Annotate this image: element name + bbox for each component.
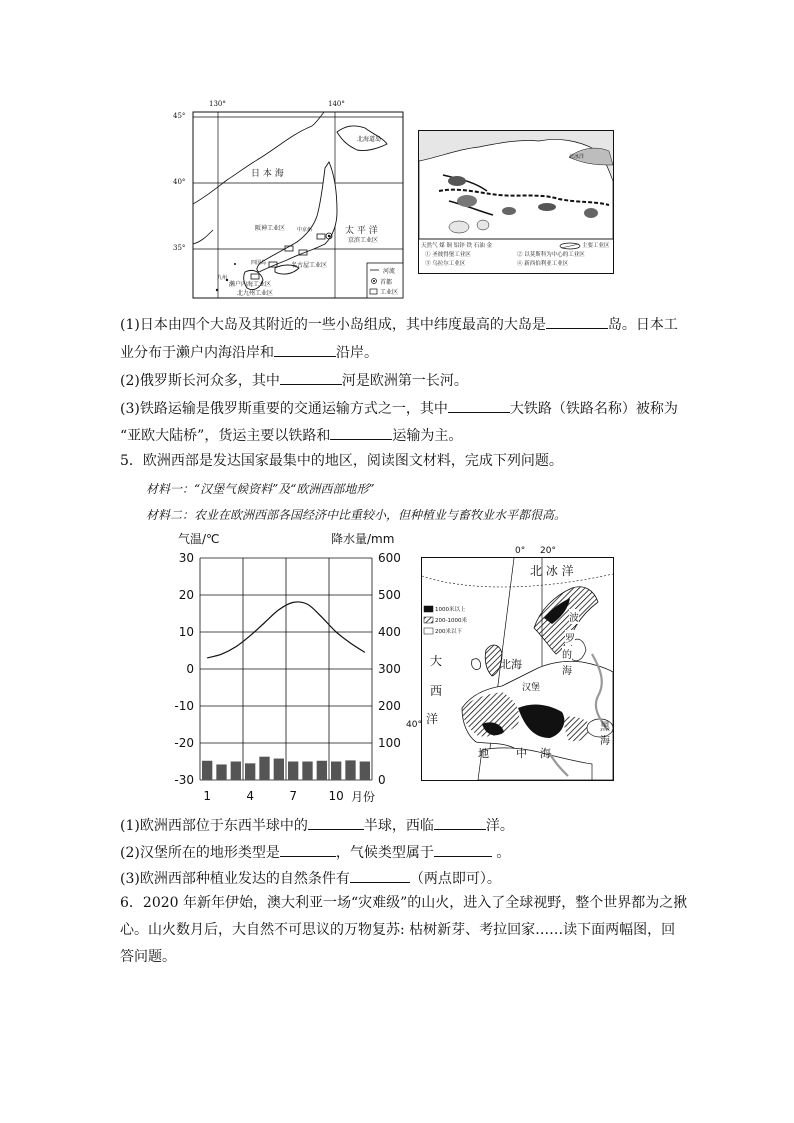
kyushu-label: 九州 [217, 275, 228, 281]
q5-sub1: (1)欧洲西部位于东西半球中的 半球，西临 洋。 [120, 814, 514, 836]
europe-lon-0: 0° [515, 546, 526, 556]
legend-industry: 工业区 [380, 289, 399, 296]
q5-sub3: (3)欧洲西部种植业发达的自然条件有 （两点即可）。 [120, 867, 501, 889]
med-3: 海 [540, 747, 551, 760]
med-1: 地 [478, 747, 489, 760]
precip-bar [231, 762, 241, 781]
precip-bar [331, 762, 341, 781]
answer-blank[interactable] [280, 841, 336, 857]
right-tick-label: 600 [378, 551, 401, 565]
kitakyushu-label: 北九州工业区 [237, 290, 274, 297]
q5-sub2: (2)汉堡所在的地形类型是 ，气候类型属于 。 [120, 841, 510, 863]
europe-map [406, 546, 614, 781]
x-tick-label: 1 [203, 789, 211, 803]
precip-bar [216, 764, 226, 780]
nagoya-label: 名古屋工业区 [291, 262, 328, 269]
x-tick-label: 7 [289, 789, 297, 803]
baltic-3: 的 [562, 646, 572, 661]
left-tick-label: -30 [174, 773, 194, 787]
q4-line4: (3)铁路运输是俄罗斯重要的交通运输方式之一，其中 大铁路（铁路名称）被称为 [120, 397, 678, 419]
q4-line3: (2)俄罗斯长河众多，其中 河是欧洲第一长河。 [120, 369, 468, 391]
black-2: 海 [600, 736, 610, 747]
atlantic-2: 西 [430, 684, 443, 698]
russia-legend-2: ② 以莫斯科为中心的工业区 [517, 252, 585, 258]
answer-blank[interactable] [434, 814, 486, 830]
atlantic-3: 洋 [426, 712, 439, 726]
lon-label-130: 130° [209, 100, 226, 108]
x-tick-label: 10 [328, 789, 344, 803]
x-tick-label: 4 [246, 789, 254, 803]
russia-legend-4: ④ 新西伯利亚工业区 [517, 261, 569, 267]
europe-arctic: 北 冰 洋 [530, 564, 574, 578]
answer-blank[interactable] [434, 841, 492, 857]
russia-legend-row1: 天然气 煤 铜 铝锌 铁 石油 金 [421, 243, 492, 249]
q6-line2: 心。山火数月后，大自然不可思议的万物复苏: 枯树新芽、考拉回家……读下面两幅图，回 [120, 922, 676, 938]
answer-blank[interactable] [546, 313, 608, 329]
answer-blank[interactable] [274, 341, 336, 357]
precip-bar [202, 761, 212, 780]
q5-material1: 材料一：“汉堡气候资料”及“欧洲西部地形” [146, 482, 375, 496]
chukyo-label: 中京州 [297, 227, 313, 233]
precip-bar [259, 757, 269, 780]
left-tick-label: -20 [174, 736, 194, 750]
europe-lon-20: 20° [540, 546, 556, 556]
left-tick-label: 20 [178, 588, 194, 602]
left-tick-label: 0 [186, 662, 194, 676]
right-tick-label: 0 [378, 773, 386, 787]
right-tick-label: 400 [378, 625, 401, 639]
black-1: 黑 [600, 722, 610, 733]
japan-map [173, 100, 405, 299]
q5-title: 5．欧洲西部是发达国家最集中的地区，阅读图文材料，完成下列问题。 [120, 453, 563, 469]
precip-bar [345, 760, 355, 780]
q4-line1: (1)日本由四个大岛及其附近的一些小岛组成，其中纬度最高的大岛是 岛。日本工 [120, 313, 678, 335]
right-axis-label: 降水量/mm [331, 532, 395, 546]
north-sea: 北海 [500, 658, 522, 671]
legend-low: 200米以下 [435, 629, 462, 635]
q6-line3: 答问题。 [120, 949, 176, 965]
med-2: 中 [516, 747, 527, 760]
arctic-label: 北冰洋 [569, 154, 585, 160]
precip-bar [360, 762, 370, 781]
pacific-label: 太 平 洋 [345, 226, 378, 236]
answer-blank[interactable] [448, 397, 510, 413]
sea-of-japan-label: 日 本 海 [251, 169, 284, 179]
x-axis-label: 月份 [351, 790, 376, 804]
legend-capital: 首都 [380, 279, 393, 286]
hanshin-label: 阪神工业区 [255, 225, 286, 232]
baltic-1: 波 [569, 609, 579, 624]
answer-blank[interactable] [308, 814, 364, 830]
left-tick-label: 10 [178, 625, 194, 639]
climate-chart [168, 528, 416, 806]
lat-label-35: 35° [173, 244, 186, 252]
legend-mid: 200-1000米 [435, 618, 467, 624]
precip-bar [302, 762, 312, 781]
hamburg: 汉堡 [522, 680, 540, 693]
lat-label-40: 40° [173, 178, 186, 186]
precip-bar [245, 763, 255, 780]
precip-bar [317, 761, 327, 780]
baltic-4: 海 [562, 662, 572, 677]
q6-line1: 6．2020 年新年伊始，澳大利亚一场“灾难级”的山火，进入了全球视野，整个世界都为之揪 [120, 895, 688, 911]
lat-label-45: 45° [173, 112, 186, 120]
hokkaido-label: 北海道岛 [357, 136, 382, 143]
shikoku-label: 四国岛 [251, 260, 267, 266]
lat-40: 40° [406, 720, 422, 730]
russia-legend-main: 主要工业区 [582, 243, 610, 249]
right-tick-label: 500 [378, 588, 401, 602]
answer-blank[interactable] [330, 424, 392, 440]
precip-bar [288, 762, 298, 781]
left-tick-label: 30 [178, 551, 194, 565]
answer-blank[interactable] [350, 867, 410, 883]
left-axis-label: 气温/℃ [178, 532, 220, 546]
legend-river: 河流 [383, 268, 396, 275]
right-tick-label: 300 [378, 662, 401, 676]
tokyo-label: 京滨工业区 [348, 237, 379, 244]
russia-legend-1: ① 圣彼得堡工业区 [425, 252, 471, 258]
right-tick-label: 200 [378, 699, 401, 713]
legend-high: 1000米以上 [435, 607, 466, 613]
russia-map [418, 130, 614, 274]
left-tick-label: -10 [174, 699, 194, 713]
baltic-2: 罗 [565, 630, 575, 645]
q4-line2: 业分布于濑户内海沿岸和 沿岸。 [120, 341, 378, 363]
russia-legend-3: ③ 乌拉尔工业区 [425, 261, 466, 267]
lon-label-140: 140° [328, 100, 345, 108]
atlantic-1: 大 [430, 654, 443, 668]
answer-blank[interactable] [280, 369, 342, 385]
q5-material2: 材料二：农业在欧洲西部各国经济中比重较小，但种植业与畜牧业水平都很高。 [146, 508, 567, 522]
q4-line5: “亚欧大陆桥”，货运主要以铁路和 运输为主。 [120, 424, 462, 446]
right-tick-label: 100 [378, 736, 401, 750]
precip-bar [274, 759, 284, 780]
setouchi-label: 濑户内海工业区 [229, 281, 272, 288]
